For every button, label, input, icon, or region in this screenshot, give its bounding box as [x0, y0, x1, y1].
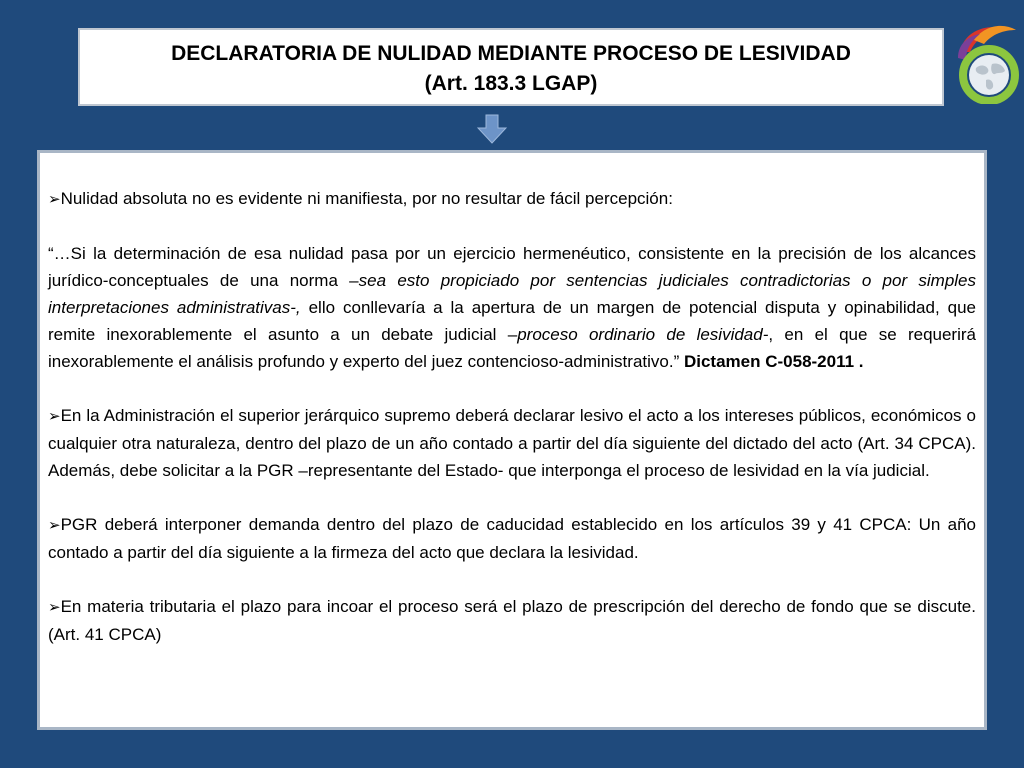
bullet-arrow-icon: ➢: [48, 598, 61, 616]
slide-title-line-1: DECLARATORIA DE NULIDAD MEDIANTE PROCESO DE LESIVIDAD: [171, 42, 851, 65]
paragraph-nulidad-absoluta: [48, 185, 976, 213]
content-box: [37, 150, 987, 730]
down-arrow-icon: [477, 114, 507, 144]
paragraph-text: Nulidad absoluta no es evidente ni manifiesta, por no resultar de fácil percepción:: [60, 189, 673, 208]
paragraph-text: En materia tributaria el plazo para incoar el proceso será el plazo de prescripción del derecho de fondo que se discute. (Art. 41 CPCA): [48, 597, 976, 644]
globe-logo-icon: [950, 18, 1022, 104]
paragraph-tributaria: [48, 593, 976, 648]
bullet-arrow-icon: ➢: [48, 190, 61, 208]
bullet-arrow-icon: ➢: [48, 516, 61, 534]
quote-text-3: , en el que se requerirá inexorablemente el análisis profundo y experto del juez contencioso-administrativo.”: [48, 325, 976, 371]
slide-title-line-2: (Art. 183.3 LGAP): [424, 72, 598, 95]
paragraph-administracion: [48, 402, 976, 484]
quote-italic-1: sea esto propiciado por sentencias judiciales contradictorias o por simples interpretaciones administrativas-,: [48, 271, 977, 317]
slide-title-box: [78, 28, 944, 106]
quote-italic-2: proceso ordinario de lesividad-: [517, 325, 769, 344]
paragraph-text: PGR deberá interponer demanda dentro del plazo de caducidad establecido en los artículos 39 y 41 CPCA: Un año contado a partir del día siguiente a la firmeza del acto que declara la lesividad.: [48, 515, 976, 562]
quote-text-1: “…Si la determinación de esa nulidad pasa por un ejercicio hermenéutico, consistente en la precisión de los alcances jurídico-conceptuales de una norma –: [48, 244, 976, 290]
quote-text-2: ello conllevaría a la apertura de un margen de potencial disputa y opinabilidad, que remite inexorablemente el asunto a un debate judicial –: [48, 298, 976, 344]
paragraph-text: En la Administración el superior jerárquico supremo deberá declarar lesivo el acto a los intereses públicos, económicos o cualquier otra naturaleza, dentro del plazo de un año contado a partir del día siguiente del dictado del acto (Art. 34 CPCA). Además, debe solicitar a la PGR –representante del Estado- que interponga el proceso de lesividad en la vía judicial.: [48, 406, 976, 480]
paragraph-quote-dictamen: [48, 240, 976, 375]
paragraph-pgr: [48, 511, 976, 566]
bullet-arrow-icon: ➢: [48, 407, 61, 425]
dictamen-citation: Dictamen C-058-2011 .: [683, 352, 864, 371]
